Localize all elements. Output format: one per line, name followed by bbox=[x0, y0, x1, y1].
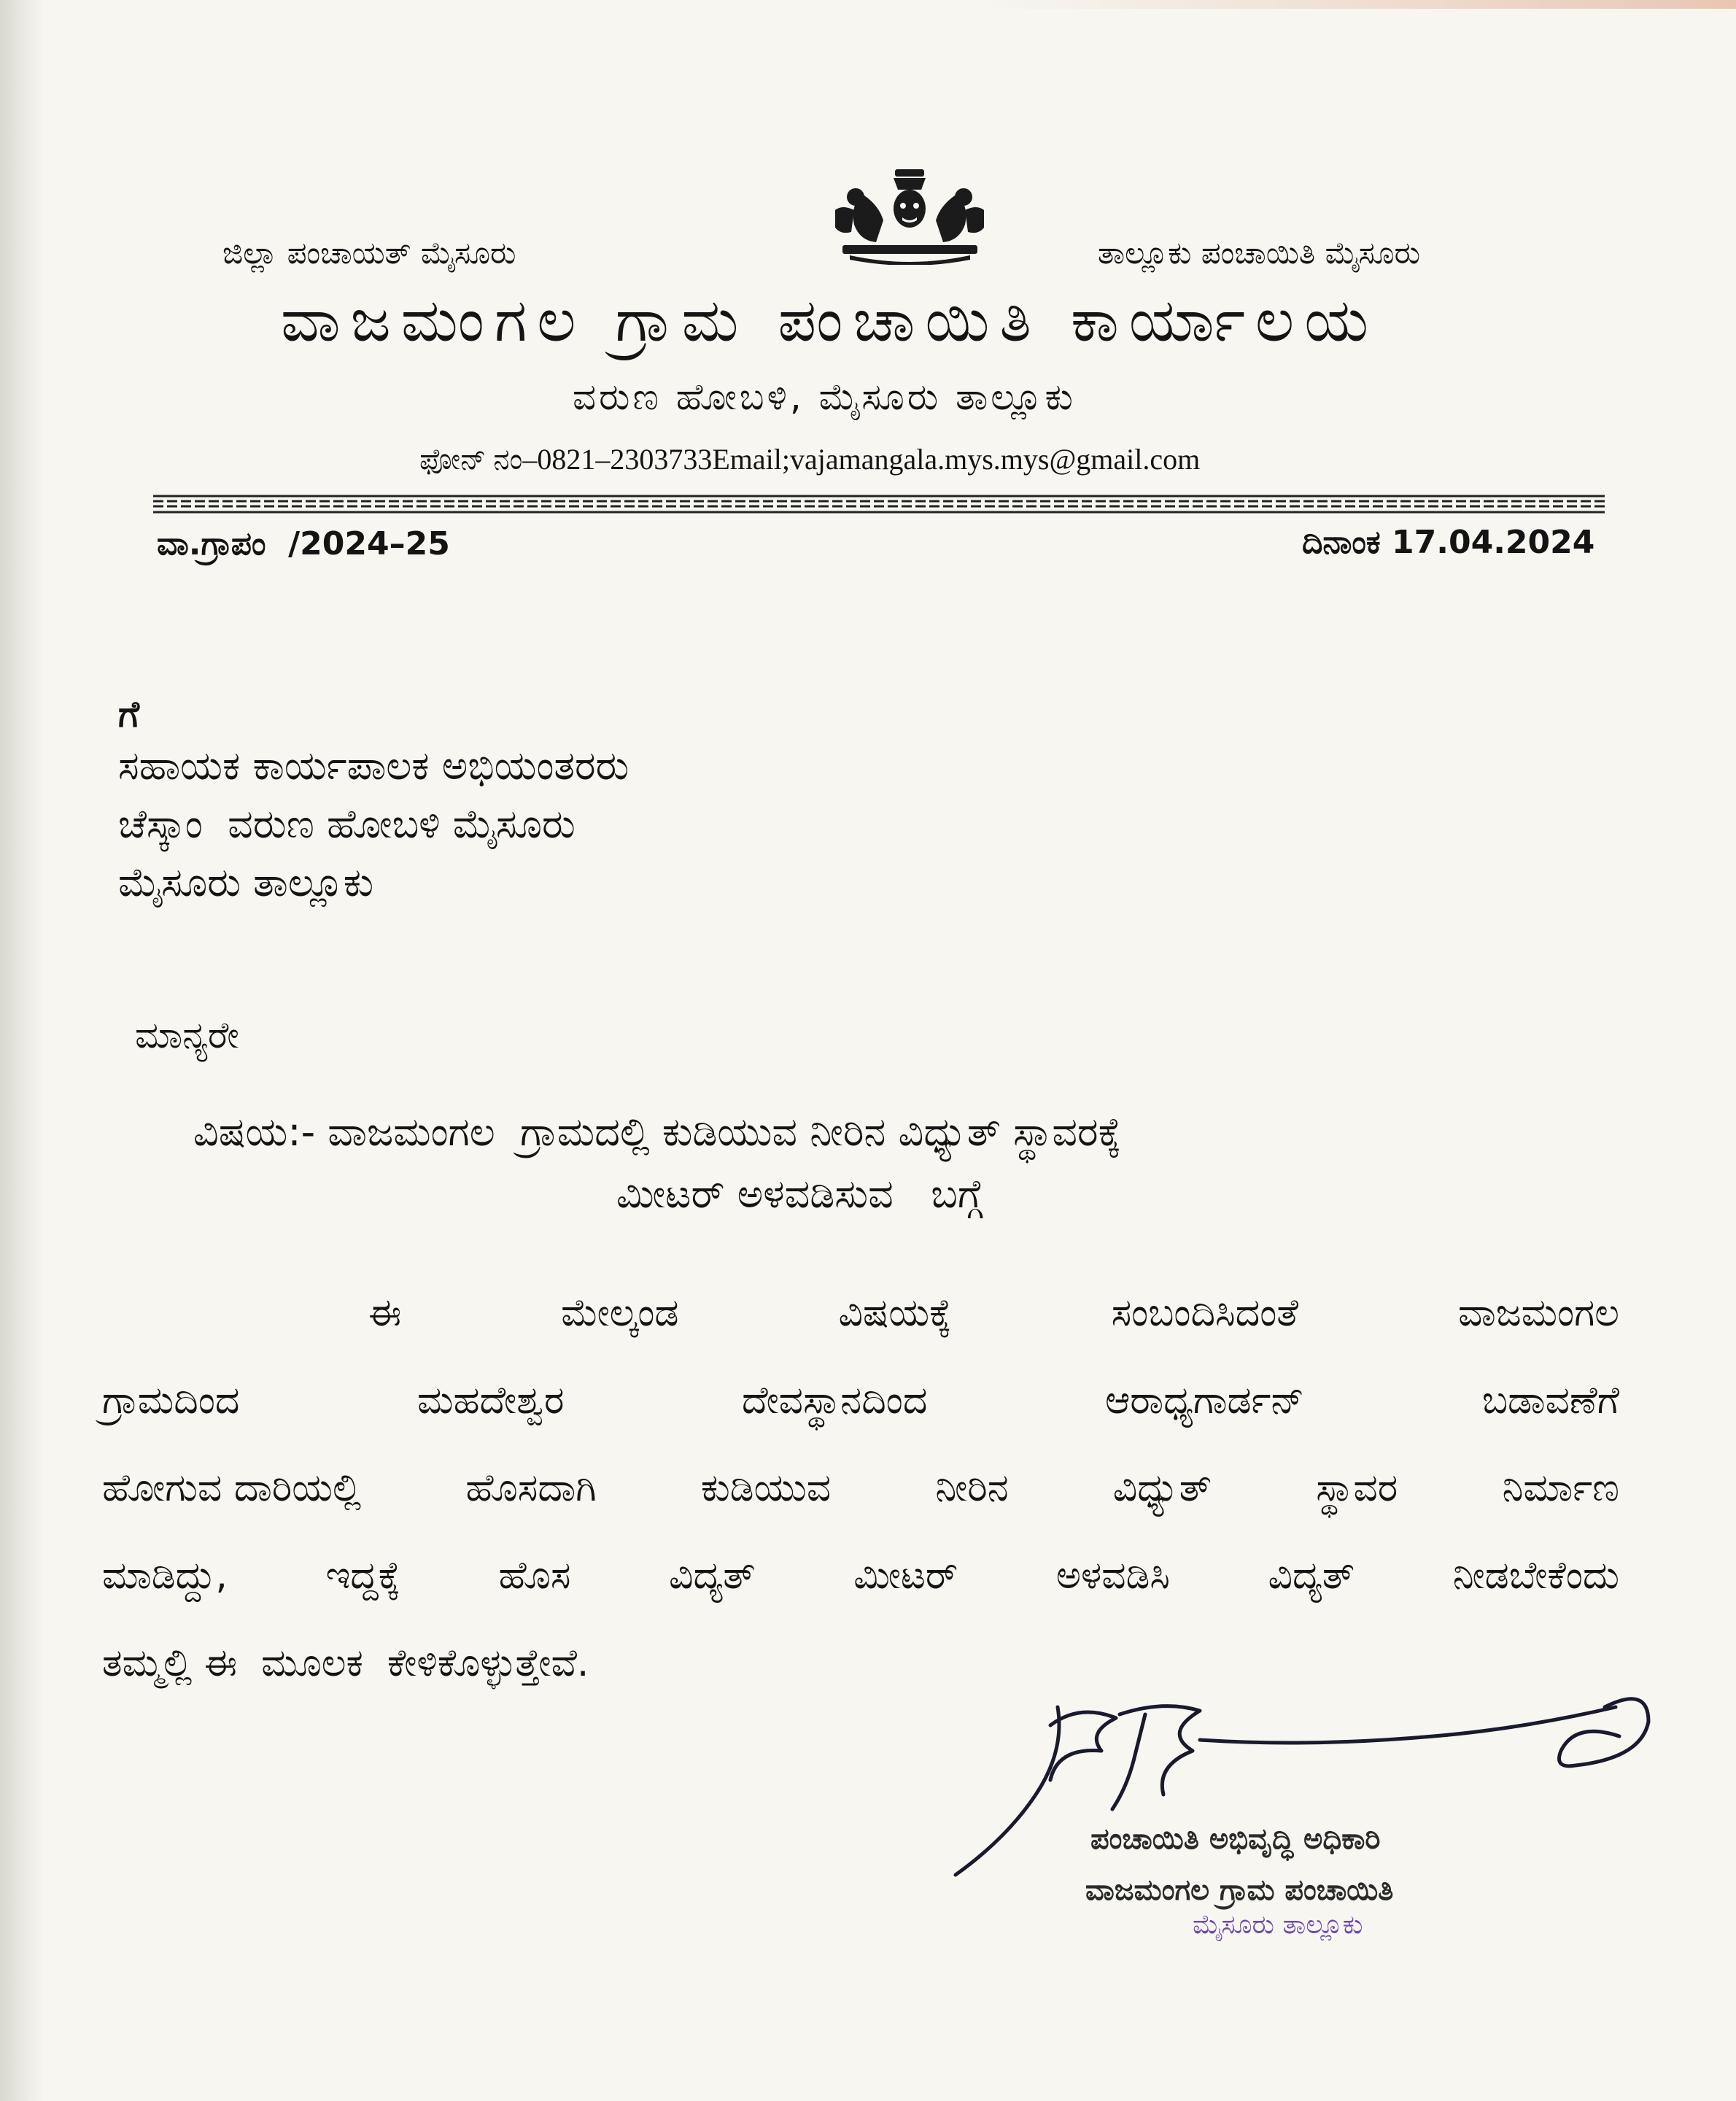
body-word: ಸಂಬಂದಿಸಿದಂತೆ bbox=[1111, 1291, 1298, 1335]
subject-line-2: ಮೀಟರ್ ಅಳವಡಿಸುವ ಬಗ್ಗೆ bbox=[616, 1171, 983, 1217]
body-word: ನಿರ್ಮಾಣ bbox=[1502, 1466, 1619, 1510]
reference-number: ವಾ.ಗ್ರಾಪಂ /2024–25 bbox=[157, 525, 450, 562]
subject-line-1: ವಿಷಯ:- ವಾಜಮಂಗಲ ಗ್ರಾಮದಲ್ಲಿ ಕುಡಿಯುವ ನೀರಿನ ವಿಧ್ಯುತ್ ಸ್ಥಾವರಕ್ಕೆ bbox=[193, 1109, 1122, 1155]
body-word: ವಿಷಯಕ್ಕೆ bbox=[838, 1291, 952, 1335]
body-word: ಮಾಡಿದ್ದು, bbox=[102, 1554, 228, 1598]
body-word: ಮಹದೇಶ್ವರ bbox=[417, 1379, 565, 1423]
body-word: ಅಳವಡಿಸಿ bbox=[1055, 1554, 1170, 1598]
body-paragraph-line bbox=[102, 1379, 1619, 1423]
taluk-panchayat-label: ತಾಲ್ಲೂಕು ಪಂಚಾಯಿತಿ ಮೈಸೂರು bbox=[1098, 235, 1421, 271]
salutation: ಮಾನ್ಯರೇ bbox=[135, 1014, 239, 1056]
body-word: ಇದ್ದಕ್ಕೆ bbox=[325, 1554, 401, 1598]
body-word: ಹೊಸದಾಗಿ bbox=[465, 1466, 597, 1510]
body-word: ವಾಜಮಂಗಲ bbox=[1457, 1291, 1619, 1335]
body-word: ಸ್ಥಾವರ bbox=[1316, 1466, 1398, 1510]
body-word: ಹೋಗುವ ದಾರಿಯಲ್ಲಿ bbox=[102, 1466, 362, 1510]
body-word: ಆರಾಧ್ಯಗಾರ್ಡನ್ bbox=[1104, 1379, 1305, 1423]
body-word: ಬಡಾವಣೆಗೆ bbox=[1481, 1379, 1619, 1423]
body-paragraph-line bbox=[102, 1554, 1619, 1598]
paper-shadow-edge bbox=[0, 0, 44, 2101]
body-word: ಮೀಟರ್ bbox=[853, 1554, 958, 1598]
district-panchayat-label: ಜಿಲ್ಲಾ ಪಂಚಾಯತ್ ಮೈಸೂರು bbox=[222, 235, 516, 271]
contact-line: ಫೋನ್ ನಂ–0821–2303733Email;vajamangala.mys.mys@gmail.com bbox=[419, 443, 1201, 476]
addressee-line: ಮೈಸೂರು ತಾಲ್ಲೂಕು bbox=[118, 859, 374, 905]
body-word: ಕುಡಿಯುವ bbox=[700, 1466, 832, 1510]
addressee-line: ಚೆಸ್ಕಾಂ ವರುಣ ಹೋಬಳಿ ಮೈಸೂರು bbox=[118, 801, 576, 847]
addressee-line: ಸಹಾಯಕ ಕಾರ್ಯಪಾಲಕ ಅಭಿಯಂತರರು bbox=[118, 743, 629, 789]
addressee-to: ಗೆ bbox=[118, 693, 140, 735]
header-separator bbox=[153, 493, 1605, 515]
body-word: ಮೇಲ್ಕಂಡ bbox=[561, 1291, 679, 1335]
body-word: ವಿದ್ಯತ್ bbox=[668, 1554, 756, 1598]
handwritten-signature bbox=[941, 1685, 1685, 1889]
body-word: ವಿಧ್ಯುತ್ bbox=[1112, 1466, 1212, 1510]
letter-date: ದಿನಾಂಕ 17.04.2024 bbox=[1302, 524, 1595, 561]
body-word: ನೀಡಬೇಕೆಂದು bbox=[1452, 1554, 1619, 1598]
body-word: ವಿದ್ಯತ್ bbox=[1268, 1554, 1355, 1598]
body-word: ಹೊಸ bbox=[498, 1554, 571, 1598]
paper-top-strip bbox=[985, 0, 1736, 9]
stamp-taluk: ಮೈಸೂರು ತಾಲ್ಲೂಕು bbox=[1193, 1910, 1363, 1940]
body-closing-line: ತಮ್ಮಲ್ಲಿ ಈ ಮೂಲಕ ಕೇಳಿಕೊಳ್ಳುತ್ತೇವೆ. bbox=[102, 1641, 589, 1685]
stamp-designation: ಪಂಚಾಯಿತಿ ಅಭಿವೃದ್ಧಿ ಅಧಿಕಾರಿ bbox=[1090, 1822, 1381, 1856]
body-word: ದೇವಸ್ಥಾನದಿಂದ bbox=[742, 1379, 928, 1423]
body-paragraph-line bbox=[102, 1466, 1619, 1511]
karnataka-emblem-icon bbox=[821, 166, 999, 265]
office-title: ವಾಜಮಂಗಲ ಗ್ರಾಮ ಪಂಚಾಯಿತಿ ಕಾರ್ಯಾಲಯ bbox=[281, 286, 1379, 355]
stamp-office: ವಾಜಮಂಗಲ ಗ್ರಾಮ ಪಂಚಾಯಿತಿ bbox=[1085, 1873, 1394, 1907]
body-word: ಗ್ರಾಮದಿಂದ bbox=[102, 1379, 240, 1423]
body-paragraph-line bbox=[368, 1291, 1619, 1336]
office-address: ವರುಣ ಹೋಬಳಿ, ಮೈಸೂರು ತಾಲ್ಲೂಕು bbox=[573, 376, 1076, 418]
body-word: ಈ bbox=[368, 1291, 402, 1335]
body-word: ನೀರಿನ bbox=[935, 1466, 1009, 1510]
